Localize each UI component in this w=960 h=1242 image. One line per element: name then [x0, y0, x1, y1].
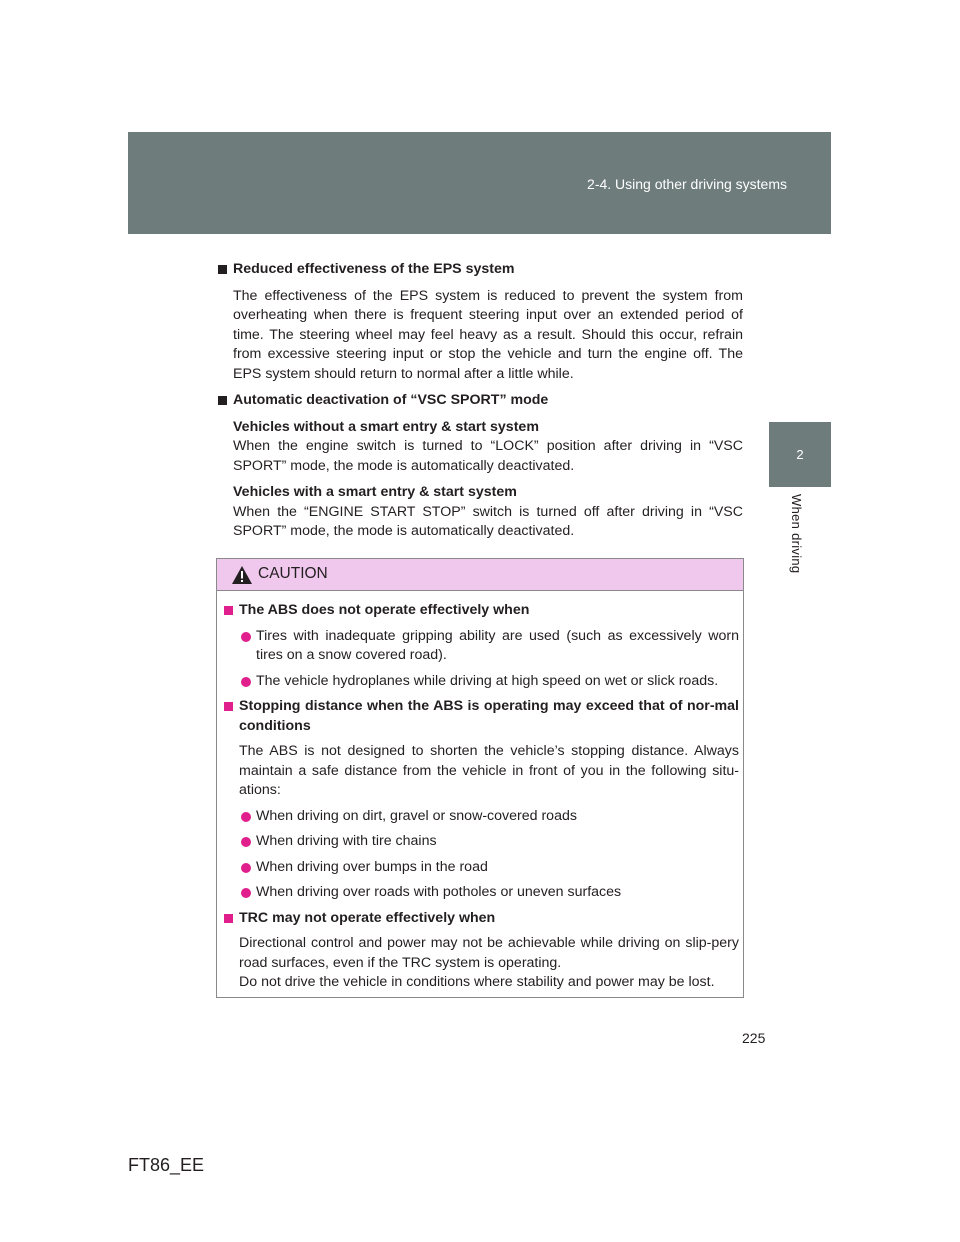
list-item: [224, 627, 739, 666]
square-bullet-icon: [218, 396, 227, 405]
square-bullet-icon: [224, 702, 233, 711]
trc-heading: [224, 909, 739, 929]
square-bullet-icon: [218, 265, 227, 274]
list-item: [224, 672, 739, 692]
section-title: 2-4. Using other driving systems: [587, 176, 787, 192]
round-bullet-icon: [241, 888, 251, 898]
eps-heading: [218, 260, 743, 280]
list-item: [224, 858, 739, 878]
square-bullet-icon: [224, 914, 233, 923]
vsc-heading: [218, 391, 743, 411]
document-code: FT86_EE: [128, 1155, 205, 1175]
list-item: [224, 883, 739, 903]
chapter-tab: [769, 422, 831, 487]
caution-box: [216, 558, 744, 998]
vsc-with-text: When the “ENGINE START STOP” switch is turned off after driving in “VSC SPORT” mode, the mode is automatically deactivated.: [233, 503, 743, 539]
caution-header: [217, 559, 743, 591]
vsc-heading-text: Automatic deactivation of “VSC SPORT” mode: [233, 392, 549, 408]
warning-triangle-icon: [231, 565, 253, 585]
eps-heading-text: Reduced effectiveness of the EPS system: [233, 261, 515, 277]
eps-text: The effectiveness of the EPS system is reduced to prevent the system from overheating when there is frequent steering input over an extended period of time. The steering wheel may feel heavy as a result. Should this occur, refrain from excessive steering input or stop the vehicle and turn the engine off. The EPS system should return to normal after a little while.: [233, 287, 743, 382]
chapter-number: 2: [796, 447, 804, 462]
caution-title: CAUTION: [258, 565, 328, 582]
list-item: [224, 832, 739, 852]
abs-heading: [224, 601, 739, 621]
round-bullet-icon: [241, 632, 251, 642]
list-item-text: When driving with tire chains: [256, 833, 437, 849]
list-item-text: When driving over roads with potholes or uneven surfaces: [256, 884, 622, 900]
round-bullet-icon: [241, 863, 251, 873]
vsc-with-heading: Vehicles with a smart entry & start system: [233, 484, 517, 500]
caution-body: [224, 601, 739, 999]
vsc-without-heading: Vehicles without a smart entry & start system: [233, 418, 539, 435]
trc-text-2: Do not drive the vehicle in conditions where stability and power may be lost.: [239, 974, 715, 990]
header-band: [128, 132, 831, 234]
list-item-text: When driving on dirt, gravel or snow-covered roads: [256, 807, 577, 824]
stopping-heading: [224, 697, 739, 736]
trc-heading-text: TRC may not operate effectively when: [239, 909, 496, 926]
vsc-without-text: When the engine switch is turned to “LOCK” position after driving in “VSC SPORT” mode, the mode is automatically deactivated.: [233, 438, 743, 474]
round-bullet-icon: [241, 812, 251, 822]
stopping-heading-text: Stopping distance when the ABS is operating may exceed that of nor-mal conditions: [239, 698, 739, 734]
list-item-text: The vehicle hydroplanes while driving at high speed on wet or slick roads.: [256, 672, 719, 689]
round-bullet-icon: [241, 837, 251, 847]
round-bullet-icon: [241, 677, 251, 687]
abs-heading-text: The ABS does not operate effectively when: [239, 602, 530, 618]
main-content: [218, 260, 743, 549]
list-item: [224, 807, 739, 827]
page-number: 225: [742, 1030, 766, 1046]
stopping-text: The ABS is not designed to shorten the vehicle’s stopping distance. Always maintain a safe distance from the vehicle in front of you in the following situ-ations:: [239, 743, 739, 798]
square-bullet-icon: [224, 606, 233, 615]
trc-text: Directional control and power may not be achievable while driving on slip-pery road surfaces, even if the TRC system is operating.: [239, 935, 739, 971]
list-item-text: When driving over bumps in the road: [256, 858, 488, 875]
chapter-name: When driving: [789, 494, 804, 574]
list-item-text: Tires with inadequate gripping ability are used (such as excessively worn tires on a snow covered road).: [256, 627, 739, 663]
